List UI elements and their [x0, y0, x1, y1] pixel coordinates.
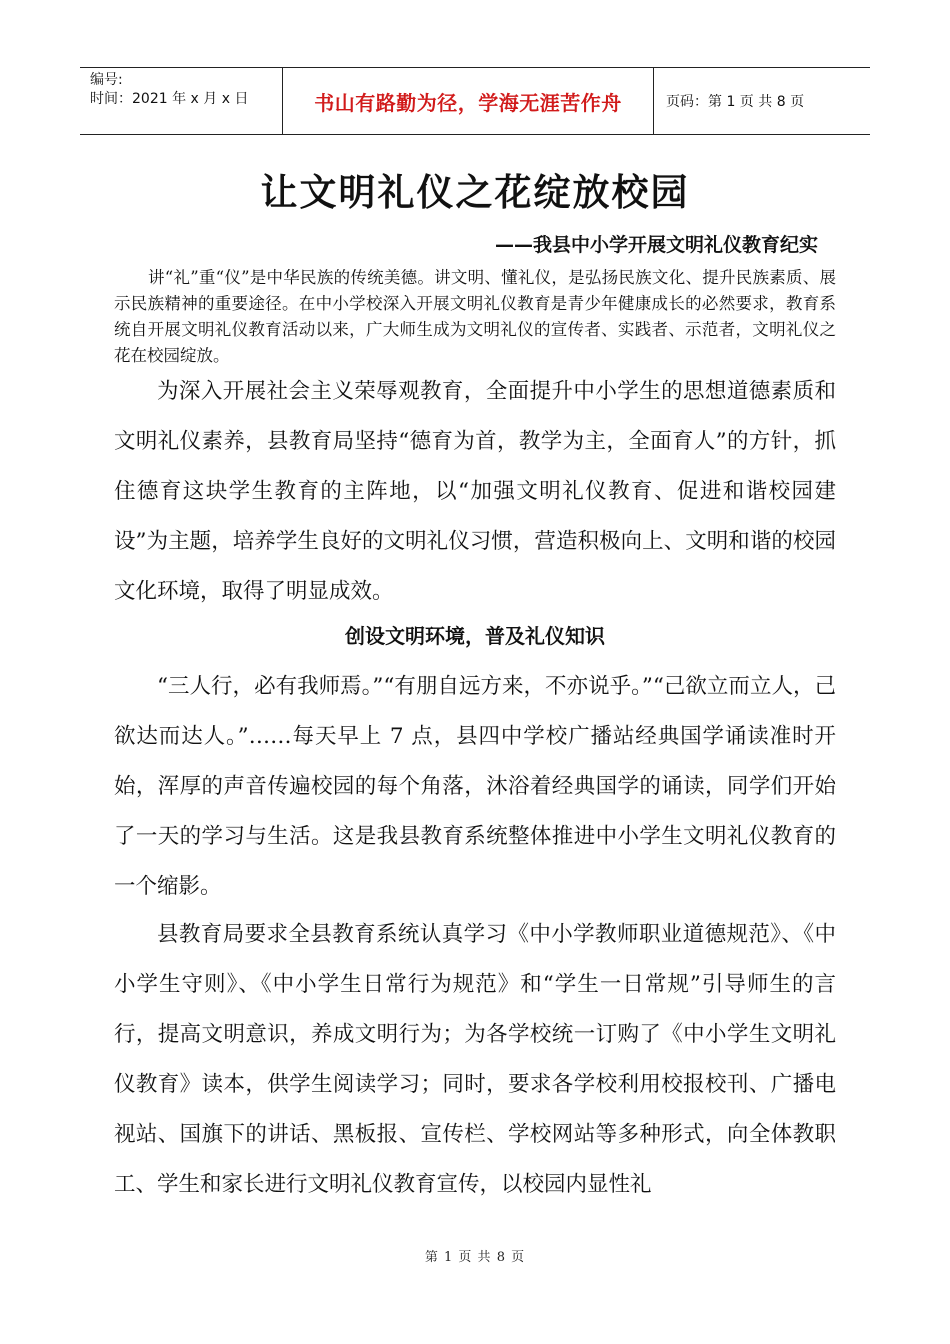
article-intro: 讲“礼”重“仪”是中华民族的传统美德。讲文明、懂礼仪，是弘扬民族文化、提升民族素质、展示民族精神的重要途径。在中小学校深入开展文明礼仪教育是青少年健康成长的必然要求，教育系统自开展文明礼仪教育活动以来，广大师生成为文明礼仪的宣传者、实践者、示范者，文明礼仪之花在校园绽放。: [114, 268, 836, 365]
document-time-label: 时间：2021 年 x 月 x 日: [90, 91, 249, 107]
header-meta: [80, 68, 282, 134]
header-motto: 书山有路勤为径，学海无涯苦作舟: [282, 68, 654, 134]
page-footer: 第 1 页 共 8 页: [424, 1250, 526, 1265]
article-paragraph-1: 为深入开展社会主义荣辱观教育，全面提升中小学生的思想道德素质和文明礼仪素养，县教育局坚持“德育为首，教学为主，全面育人”的方针，抓住德育这块学生教育的主阵地，以“加强文明礼仪教育、促进和谐校园建设”为主题，培养学生良好的文明礼仪习惯，营造积极向上、文明和谐的校园文化环境，取得了明显成效。: [114, 379, 836, 604]
document-header: [80, 67, 870, 135]
article-title: 让文明礼仪之花绽放校园: [260, 170, 690, 214]
article-paragraph-3: 县教育局要求全县教育系统认真学习《中小学教师职业道德规范》、《中小学生守则》、《中小学生日常行为规范》和“学生一日常规”引导师生的言行，提高文明意识，养成文明行为；为各学校统一订购了《中小学生文明礼仪教育》读本，供学生阅读学习；同时，要求各学校利用校报校刊、广播电视站、国旗下的讲话、黑板报、宣传栏、学校网站等多种形式，向全体教职工、学生和家长进行文明礼仪教育宣传，以校园内显性礼: [114, 922, 836, 1197]
article-subtitle: ——我县中小学开展文明礼仪教育纪实: [494, 234, 818, 256]
document-number-label: 编号:: [90, 72, 123, 88]
section-heading: 创设文明环境，普及礼仪知识: [345, 624, 605, 648]
article-paragraph-2: “三人行，必有我师焉。”“有朋自远方来，不亦说乎。”“己欲立而立人，己欲达而达人。”……每天早上 7 点，县四中学校广播站经典国学诵读准时开始，浑厚的声音传遍校园的每个角落，沐浴着经典国学的诵读，同学们开始了一天的学习与生活。这是我县教育系统整体推进中小学生文明礼仪教育的一个缩影。: [114, 674, 836, 899]
header-page-info: 页码：第 1 页 共 8 页: [666, 94, 805, 110]
